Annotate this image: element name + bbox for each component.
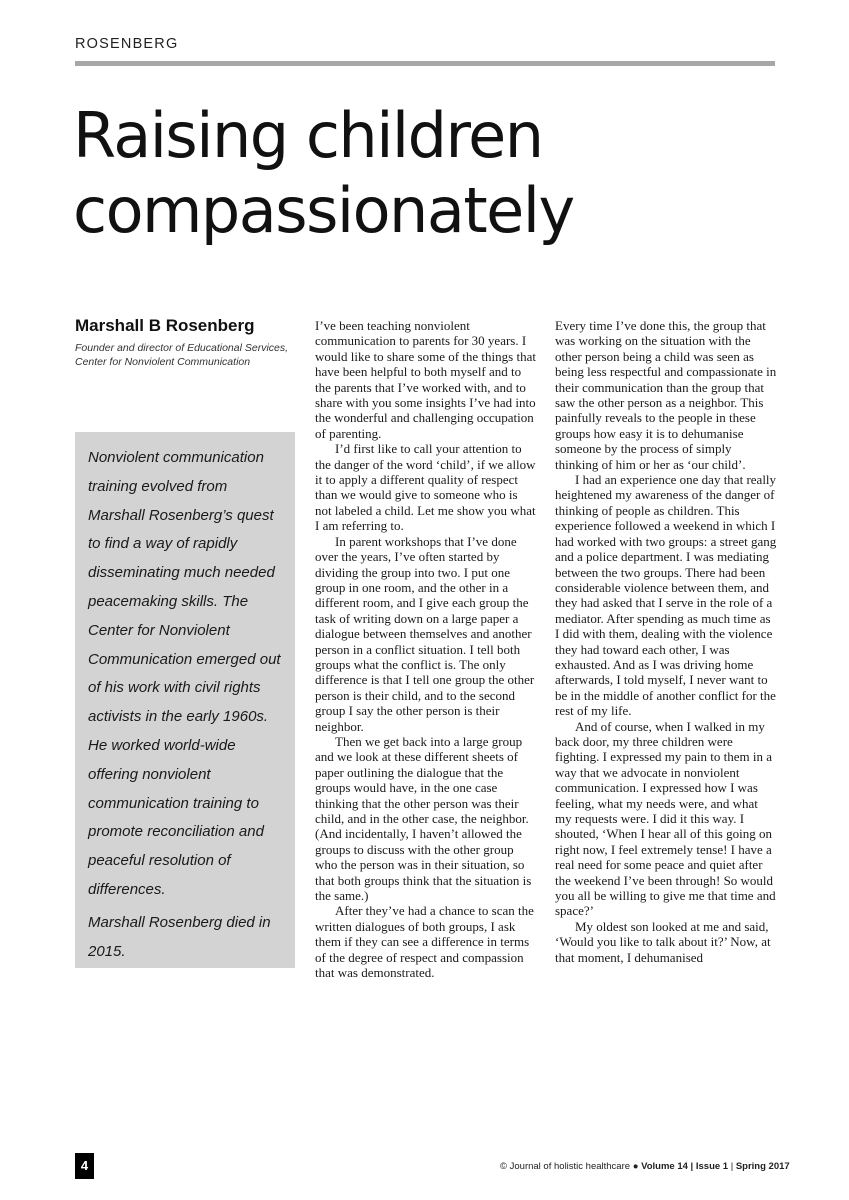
footer-separator: | xyxy=(690,1161,694,1172)
pull-quote-paragraph: Marshall Rosenberg died in 2015. xyxy=(88,913,271,960)
footer-issue: Issue 1 xyxy=(695,1161,729,1172)
footer-bullet-icon: ● xyxy=(632,1161,639,1172)
footer-citation xyxy=(500,1161,790,1172)
title-line-1: Raising children xyxy=(73,99,543,172)
author-affiliation xyxy=(75,341,305,369)
running-head: ROSENBERG xyxy=(75,36,179,52)
body-column-2 xyxy=(315,318,537,980)
body-paragraph: I had an experience one day that really heightened my awareness of the danger of thinking of people as children. This experience followed a weekend in which I had worked with two groups: a street gang and a police department. I was mediating between the two groups. There had been considerable violence between them, and they had asked that I serve in the role of a mediator. After spending as much time as I did with them, dealing with the violence they had toward each other, I was exhausted. And as I was driving home afterwards, I told myself, I never want to be in the middle of another conflict for the rest of my life. xyxy=(555,472,777,719)
footer-season: Spring 2017 xyxy=(735,1161,790,1172)
body-paragraph: I’d first like to call your attention to the danger of the word ‘child’, if we allow it to apply a different quality of respect than we would give to someone who is not labeled a child. Let me show you what I am referring to. xyxy=(315,441,536,534)
body-paragraph: In parent workshops that I’ve done over the years, I’ve often started by dividing the group into two. I put one group in one room, and the other in a different room, and I give each group the task of writing down on a large paper a dialogue between themselves and another person in a conflict situation. I tell both groups what the conflict is. The only difference is that I tell one group the other person is their child, and to the second group I say the other person is their neighbor. xyxy=(315,533,535,734)
body-column-3 xyxy=(555,318,777,965)
body-paragraph: And of course, when I walked in my back door, my three children were fighting. I expressed my pain to them in a way that we advocate in nonviolent communication. I expressed how I was feeling, what my needs were, and what my requests were. I did it this way. I shouted, ‘When I hear all of this going on right now, I feel extremely tense! I have a real need for some peace and quiet after the weekend I’ve been through! So would you all be willing to give me that time and space?’ xyxy=(555,718,776,919)
pull-quote-box xyxy=(75,432,295,968)
page-number: 4 xyxy=(75,1153,94,1179)
title-line-2: compassionately xyxy=(73,174,574,247)
body-paragraph: Then we get back into a large group and we look at these different sheets of paper outlining the dialogue that the groups would have, in the one case thinking that the other person was their child, and in the other case, the neighbor. (And incidentally, I haven’t allowed the groups to discuss with the other group who the person was in their situation, so that both groups think that the situation is the same.) xyxy=(315,733,532,904)
footer-volume: Volume 14 xyxy=(641,1161,688,1172)
footer-separator: | xyxy=(730,1161,734,1172)
article-title xyxy=(73,98,793,248)
header-rule xyxy=(75,61,775,66)
body-paragraph: After they’ve had a chance to scan the written dialogues of both groups, I ask them if they can see a difference in terms of the degree of respect and compassion that was demonstrated. xyxy=(315,903,534,981)
footer-journal: © Journal of holistic healthcare xyxy=(500,1161,631,1172)
author-name: Marshall B Rosenberg xyxy=(75,316,255,335)
body-paragraph: My oldest son looked at me and said, ‘Would you like to talk about it?’ Now, at that moment, I dehumanised xyxy=(555,918,771,965)
body-paragraph: I’ve been teaching nonviolent communication to parents for 30 years. I would like to share some of the things that have been helpful to both myself and to the parents that I’ve worked with, and to share with you some insights I’ve had into the wonderful and challenging occupation of parenting. xyxy=(315,318,536,441)
affiliation-line-2: Center for Nonviolent Communication xyxy=(75,356,251,368)
affiliation-line-1: Founder and director of Educational Services, xyxy=(75,342,289,354)
body-paragraph: Every time I’ve done this, the group that was working on the situation with the other person being a child was seen as being less respectful and compassionate in their communication than the group that saw the other person as a neighbor. This painfully reveals to the people in these groups how easy it is to dehumanise someone by the process of simply thinking of him or her as ‘our child’. xyxy=(555,318,777,472)
pull-quote-paragraph: Nonviolent communication training evolved from Marshall Rosenberg’s quest to find a way of rapidly disseminating much needed peacemaking skills. The Center for Nonviolent Communication emerged out of his work with civil rights activists in the early 1960s. He worked world-wide offering nonviolent communication training to promote reconciliation and peaceful resolution of differences. xyxy=(88,449,281,898)
